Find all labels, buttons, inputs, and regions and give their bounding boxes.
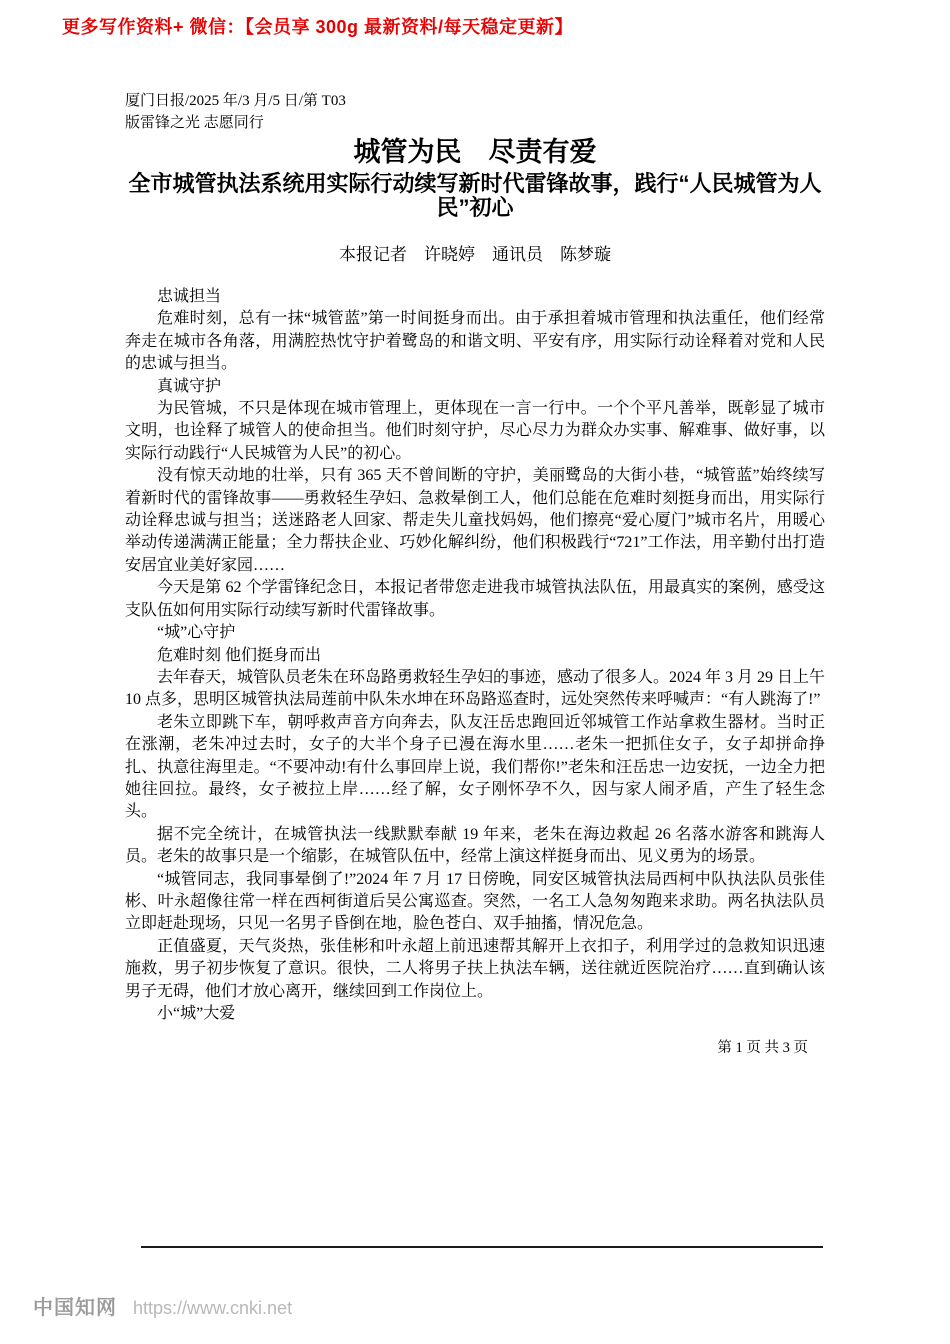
body-paragraph: 正值盛夏，天气炎热，张佳彬和叶永超上前迅速帮其解开上衣扣子，利用学过的急救知识迅速施救，男子初步恢复了意识。很快，二人将男子扶上执法车辆，送往就近医院治疗……直到确认该男子无碍，他们才放心离开，继续回到工作岗位上。 [125,937,825,1000]
page-indicator: 第 1 页 共 3 页 [717,1040,808,1057]
body-paragraph: 据不完全统计，在城管执法一线默默奉献 19 年来，老朱在海边救起 26 名落水游客和跳海人员。老朱的故事只是一个缩影，在城管队伍中，经常上演这样挺身而出、见义勇为的场景。 [125,825,825,866]
article [125,136,825,1058]
section-subhead: 忠诚担当 [157,288,222,305]
masthead-section-line: 版雷锋之光 志愿同行 [125,115,264,131]
body-paragraph: 今天是第 62 个学雷锋纪念日，本报记者带您走进我市城管执法队伍，用最真实的案例，感受这支队伍如何用实际行动续写新时代雷锋故事。 [125,579,825,619]
masthead-source-line: 厦门日报/2025 年/3 月/5 日/第 T03 [125,93,346,109]
article-body [125,286,825,1025]
body-paragraph: 老朱立即跳下车，朝呼救声音方向奔去，队友汪岳忠跑回近邻城管工作站拿救生器材。当时正在涨潮，老朱冲过去时，女子的大半个身子已漫在海水里……老朱一把抓住女子，女子却拼命挣扎、执意往海里走。“不要冲动!有什么事回岸上说，我们帮你!”老朱和汪岳忠一边安抚，一边全力把她往回拉。最终，女子被拉上岸……经了解，女子刚怀孕不久，因与家人闹矛盾，产生了轻生念头。 [125,713,825,821]
footer-divider [141,1246,823,1248]
section-subhead: “城”心守护 [157,624,236,642]
masthead [125,90,346,134]
cnki-site-url: https://www.cnki.net [133,1298,293,1318]
article-title: 城管为民 尽责有爱 [353,137,597,167]
article-byline: 本报记者 许晓婷 通讯员 陈梦璇 [339,245,611,264]
section-subhead: 危难时刻 他们挺身而出 [157,646,322,664]
cnki-site-name: 中国知网 [33,1297,117,1319]
promo-banner-text: 更多写作资料+ 微信：【会员享 300g 最新资料/每天稳定更新】 [62,17,574,37]
body-paragraph: 为民管城，不只是体现在城市管理上，更体现在一言一行中。一个个平凡善举，既彰显了城市文明，也诠释了城管人的使命担当。他们时刻守护，尽心尽力为群众办实事、解难事、做好事，以实际行动践行“人民城管为人民”的初心。 [125,400,825,462]
article-subtitle: 全市城管执法系统用实际行动续写新时代雷锋故事，践行“人民城管为人民”初心 [128,171,822,220]
body-paragraph: 危难时刻，总有一抹“城管蓝”第一时间挺身而出。由于承担着城市管理和执法重任，他们经常奔走在城市各角落，用满腔热忱守护着鹭岛的和谐文明、平安有序，用实际行动诠释着对党和人民的忠诚与担当。 [125,310,825,373]
body-paragraph: “城管同志，我同事晕倒了!”2024 年 7 月 17 日傍晚，同安区城管执法局西柯中队执法队员张佳彬、叶永超像往常一样在西柯街道后吴公寓巡查。突然，一名工人急匆匆跑来求助。两名执法队员立即赶赴现场，只见一名男子昏倒在地，脸色苍白、双手抽搐，情况危急。 [125,870,825,933]
body-paragraph: 没有惊天动地的壮举，只有 365 天不曾间断的守护，美丽鹭岛的大街小巷，“城管蓝”始终续写着新时代的雷锋故事——勇救轻生孕妇、急救晕倒工人，他们总能在危难时刻挺身而出，用实际行动诠释忠诚与担当；送迷路老人回家、帮走失儿童找妈妈，他们擦亮“爱心厦门”城市名片，用暖心举动传递满满正能量；全力帮扶企业、巧妙化解纠纷，他们积极践行“721”工作法，用辛勤付出打造安居宜业美好家园…… [125,467,825,574]
cnki-watermark [33,1291,292,1320]
body-paragraph: 去年春天，城管队员老朱在环岛路勇救轻生孕妇的事迹，感动了很多人。2024 年 3 月 29 日上午 10 点多，思明区城管执法局莲前中队朱水坤在环岛路巡查时，远处突然传来呼喊声：“有人跳海了!” [125,668,826,709]
section-subhead: 真诚守护 [157,377,222,395]
section-subhead: 小“城”大爱 [157,1005,236,1022]
